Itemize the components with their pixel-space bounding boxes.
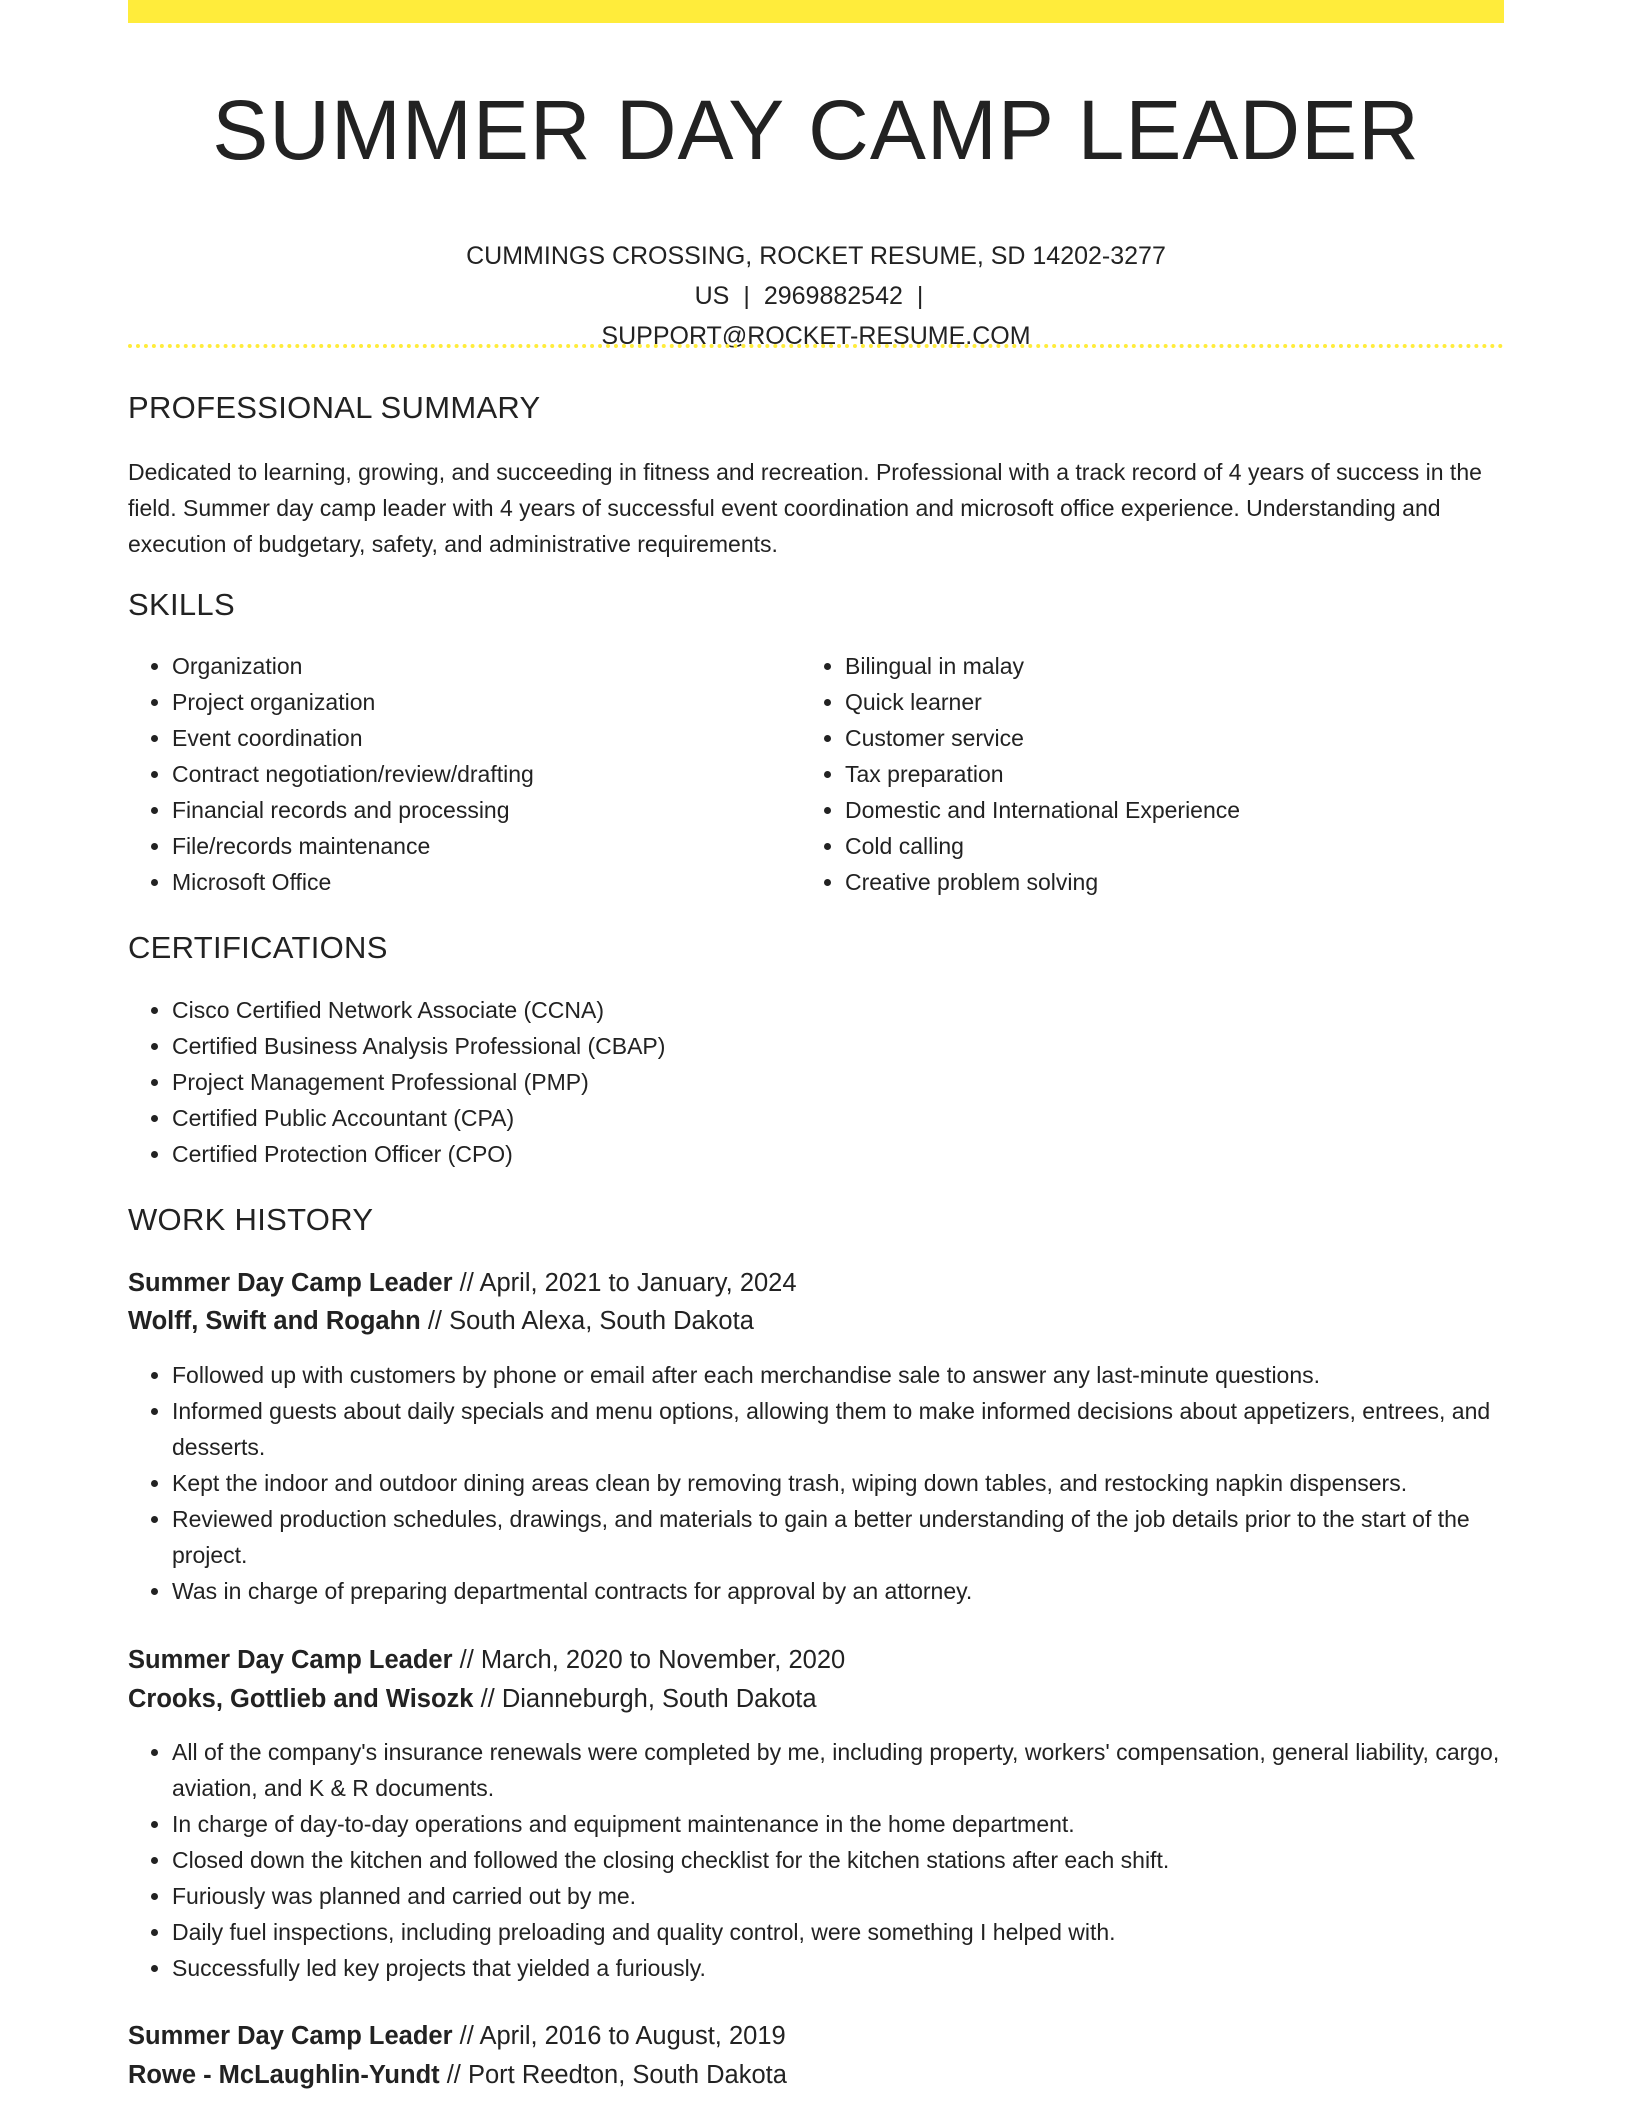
certification-item: • Certified Protection Officer (CPO) bbox=[172, 1136, 1504, 1172]
job-location: // Dianneburgh, South Dakota bbox=[473, 1685, 817, 1713]
skill-item: • Financial records and processing bbox=[172, 792, 812, 828]
job-title-line bbox=[128, 1264, 1504, 1303]
job-dates: // April, 2016 to August, 2019 bbox=[452, 2022, 786, 2050]
accent-bar bbox=[128, 0, 1504, 23]
skill-item: • File/records maintenance bbox=[172, 828, 812, 864]
job-dates: // April, 2021 to January, 2024 bbox=[452, 1269, 797, 1297]
skill-item: • Contract negotiation/review/drafting bbox=[172, 756, 812, 792]
job-bullets bbox=[128, 1734, 1504, 1986]
certification-item: • Cisco Certified Network Associate (CCNA) bbox=[172, 992, 1504, 1028]
certifications-heading: CERTIFICATIONS bbox=[128, 930, 388, 965]
job-dates: // March, 2020 to November, 2020 bbox=[452, 1646, 846, 1674]
skill-item: • Creative problem solving bbox=[845, 864, 1505, 900]
summary-text: Dedicated to learning, growing, and succeeding in fitness and recreation. Professional with a track record of 4 years of success in the field. Summer day camp leader with 4 years of successful event coordination and microsoft office experience. Understanding and execution of budgetary, safety, and administrative requirements. bbox=[128, 459, 1482, 557]
phone: 2969882542 bbox=[763, 282, 903, 310]
job-bullet: • Successfully led key projects that yielded a furiously. bbox=[172, 1950, 1504, 1986]
skill-item: • Microsoft Office bbox=[172, 864, 812, 900]
skills-list-left bbox=[128, 648, 812, 900]
job-location: // Port Reedton, South Dakota bbox=[439, 2061, 787, 2089]
job-title-line bbox=[128, 2017, 1504, 2056]
summary-heading: PROFESSIONAL SUMMARY bbox=[128, 390, 541, 425]
skill-item: • Cold calling bbox=[845, 828, 1505, 864]
skill-item: • Organization bbox=[172, 648, 812, 684]
job-location: // South Alexa, South Dakota bbox=[420, 1307, 754, 1335]
contact-info bbox=[418, 236, 1214, 356]
skill-item: • Tax preparation bbox=[845, 756, 1505, 792]
skills-heading: SKILLS bbox=[128, 587, 235, 622]
job-bullet: • Reviewed production schedules, drawings, and materials to gain a better understanding of the job details prior to the start of the project. bbox=[172, 1501, 1504, 1573]
job-bullet: • Daily fuel inspections, including preloading and quality control, were something I helped with. bbox=[172, 1914, 1504, 1950]
certification-item: • Project Management Professional (PMP) bbox=[172, 1064, 1504, 1100]
job-company-line bbox=[128, 1680, 1504, 1719]
email: SUPPORT@ROCKET-RESUME.COM bbox=[601, 322, 1031, 350]
job-role: Summer Day Camp Leader bbox=[128, 2022, 453, 2050]
job-bullet: • Was in charge of preparing departmental contracts for approval by an attorney. bbox=[172, 1573, 1504, 1609]
resume-name: SUMMER DAY CAMP LEADER bbox=[212, 83, 1420, 177]
certification-item: • Certified Business Analysis Professional (CBAP) bbox=[172, 1028, 1504, 1064]
certification-item: • Certified Public Accountant (CPA) bbox=[172, 1100, 1504, 1136]
job-bullet: • In charge of day-to-day operations and equipment maintenance in the home department. bbox=[172, 1806, 1504, 1842]
job-bullet: • Kept the indoor and outdoor dining areas clean by removing trash, wiping down tables, and restocking napkin dispensers. bbox=[172, 1465, 1504, 1501]
job-bullet: • Closed down the kitchen and followed the closing checklist for the kitchen stations after each shift. bbox=[172, 1842, 1504, 1878]
job-bullet: • All of the company's insurance renewals were completed by me, including property, workers' compensation, general liability, cargo, aviation, and K & R documents. bbox=[172, 1734, 1504, 1806]
dotted-divider bbox=[128, 344, 1504, 348]
job-title-line bbox=[128, 1641, 1504, 1680]
skills-list-right bbox=[801, 648, 1505, 900]
address: CUMMINGS CROSSING, ROCKET RESUME, SD 14202-3277 US bbox=[466, 242, 1166, 310]
job-company: Rowe - McLaughlin-Yundt bbox=[128, 2061, 440, 2089]
certifications-list bbox=[128, 992, 1504, 1172]
job-role: Summer Day Camp Leader bbox=[128, 1269, 453, 1297]
job-company-line bbox=[128, 1302, 1504, 1341]
separator: | bbox=[743, 282, 750, 310]
skill-item: • Domestic and International Experience bbox=[845, 792, 1505, 828]
job-bullet: • Furiously was planned and carried out by me. bbox=[172, 1878, 1504, 1914]
job-bullet: • Informed guests about daily specials and menu options, allowing them to make informed decisions about appetizers, entrees, and desserts. bbox=[172, 1393, 1504, 1465]
skill-item: • Customer service bbox=[845, 720, 1505, 756]
job-company: Crooks, Gottlieb and Wisozk bbox=[128, 1685, 474, 1713]
job-bullet: • Followed up with customers by phone or email after each merchandise sale to answer any last-minute questions. bbox=[172, 1357, 1504, 1393]
skill-item: • Event coordination bbox=[172, 720, 812, 756]
skill-item: • Quick learner bbox=[845, 684, 1505, 720]
job-bullets bbox=[128, 1357, 1504, 1609]
separator: | bbox=[916, 282, 924, 310]
skill-item: • Project organization bbox=[172, 684, 812, 720]
job-company-line bbox=[128, 2056, 1504, 2095]
job-company: Wolff, Swift and Rogahn bbox=[128, 1307, 421, 1335]
job-role: Summer Day Camp Leader bbox=[128, 1646, 453, 1674]
work-history-heading: WORK HISTORY bbox=[128, 1202, 374, 1237]
skill-item: • Bilingual in malay bbox=[845, 648, 1505, 684]
